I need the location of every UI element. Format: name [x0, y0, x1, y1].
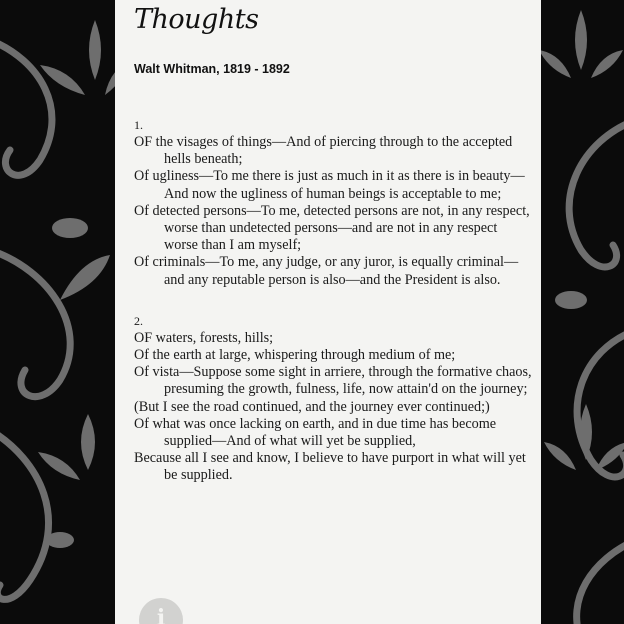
poem-line: (But I see the road continued, and the journey ever continued;): [134, 398, 490, 415]
poem-section: [134, 313, 534, 485]
info-icon[interactable]: i: [139, 598, 183, 624]
damask-pattern: [541, 0, 624, 624]
poem-line: OF waters, forests, hills;: [134, 329, 274, 346]
section-number: 2.: [134, 313, 143, 328]
poem-body: [134, 117, 534, 509]
poem-author: Walt Whitman, 1819 - 1892: [134, 62, 290, 76]
poem-line: Of ugliness—To me there is just as much in it as there is in beauty—And now the ugliness of human beings is acceptable to me;: [134, 168, 525, 202]
damask-pattern: [0, 0, 115, 624]
poem-line: Of detected persons—To me, detected persons are not, in any respect, worse than undetected persons—and are not in any respect worse than I am myself;: [134, 202, 530, 254]
poem-section: [134, 117, 534, 289]
poem-line: OF the visages of things—And of piercing through to the accepted hells beneath;: [134, 134, 513, 168]
poem-line: Of what was once lacking on earth, and in due time has become supplied—And of what will yet be supplied,: [134, 415, 497, 450]
poem-line: Of vista—Suppose some sight in arriere, through the formative chaos, presuming the growth, fulness, life, now attain'd on the journey;: [134, 364, 532, 398]
right-damask-background: [541, 0, 624, 624]
poem-title: Thoughts: [134, 4, 259, 35]
poem-line: Of criminals—To me, any judge, or any juror, is equally criminal—and any reputable person is also—and the President is also.: [134, 254, 519, 288]
left-damask-background: [0, 0, 115, 624]
section-number: 1.: [134, 118, 143, 132]
poem-page: [115, 0, 541, 624]
poem-line: Of the earth at large, whispering through medium of me;: [134, 347, 456, 364]
poem-line: Because all I see and know, I believe to have purport in what will yet be supplied.: [134, 450, 526, 484]
